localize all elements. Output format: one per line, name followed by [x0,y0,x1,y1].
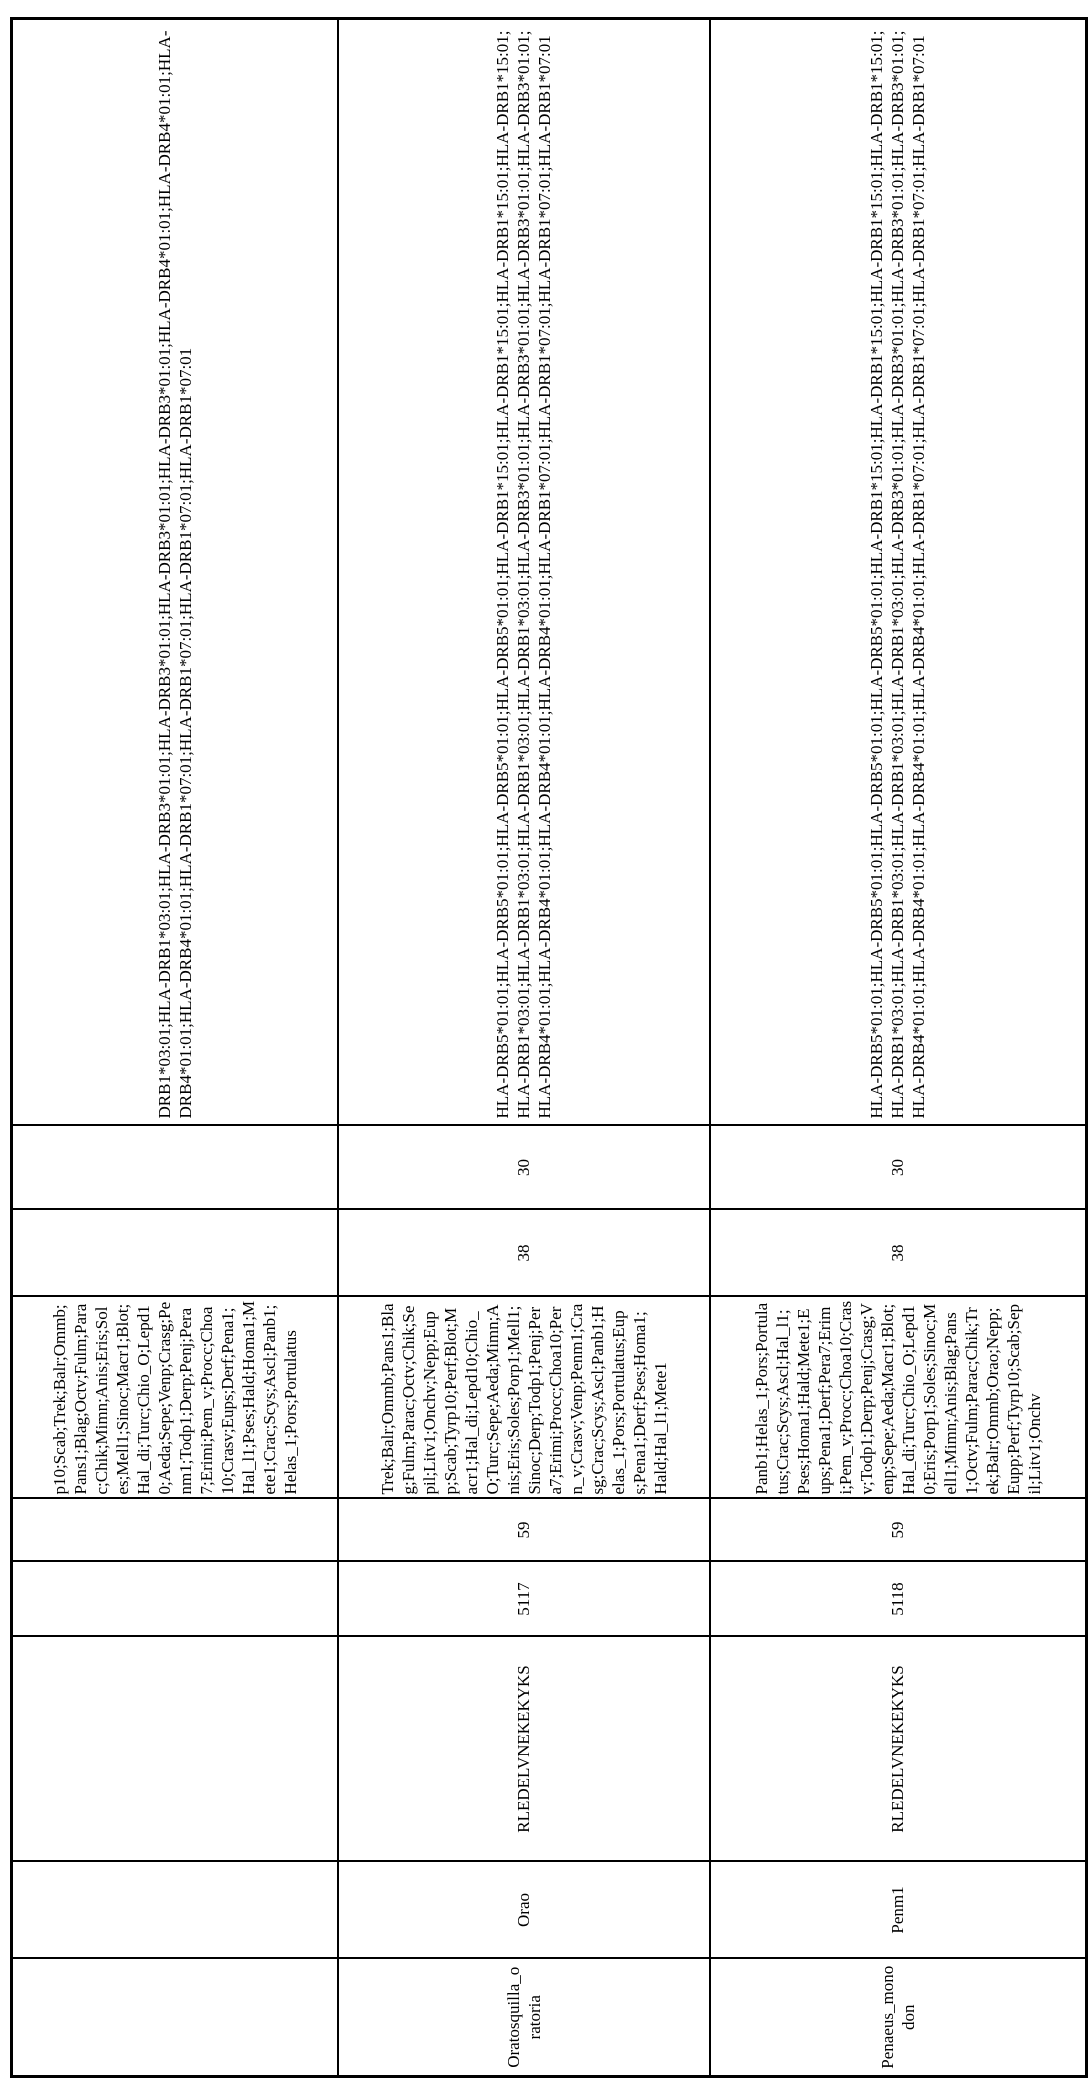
peptide-cell: RLEDELVNEKEKYKS [710,1637,1087,1862]
count-a-cell: 38 [338,1210,710,1297]
count-a-cell: 38 [710,1210,1087,1297]
epitope-table [10,17,1088,2078]
count-b-cell: 30 [710,1126,1087,1210]
abbrev-cell [12,1862,338,1959]
table-row [338,19,710,2077]
peptide-cell [12,1637,338,1862]
abbrev-cell: Orao [338,1862,710,1959]
abbrev-cell: Penm1 [710,1862,1087,1959]
species-list-cell: Panb1;Helas_1;Pors;Portulatus;Crac;Scys;Ascl;Hal_l1;Pses;Homa1;Hald;Mete1;Eups;Pena1;Derf;Pera7;Erimi;Pem_v;Procc;Choa10;Crasv;Todp1;Derp;Penj;Crasg;Venp;Sepe;Aeda;Macr1;Blot;Hal_di;Turc;Chio_O;Lepd10;Eris;Porp1;Soles;Sinoc;Mell1;Mimn;Anis;Blag;Pans1;Octv;Fulm;Parac;Chik;Trek;Balr;Ommb;Orao;Nepp;Eupp;Perf;Tyrp10;Scab;Sepil;Litv1;Onchv [710,1297,1087,1499]
rotated-page [10,20,1085,2078]
table-row [12,19,338,2077]
length-cell [12,1499,338,1562]
id-cell: 5117 [338,1562,710,1637]
id-cell: 5118 [710,1562,1087,1637]
length-cell: 59 [338,1499,710,1562]
species-cell: Penaeus_monodon [710,1959,1087,2077]
count-a-cell [12,1210,338,1297]
table-row [710,19,1087,2077]
peptide-cell: RLEDELVNEKEKYKS [338,1637,710,1862]
count-b-cell [12,1126,338,1210]
hla-cell: DRB1*03:01;HLA-DRB1*03:01;HLA-DRB3*01:01;HLA-DRB3*01:01;HLA-DRB3*01:01;HLA-DRB3*01:01;HLA-DRB4*01:01;HLA-DRB4*01:01;HLA-DRB4*01:01;HLA-DRB4*01:01;HLA-DRB1*07:01;HLA-DRB1*07:01;HLA-DRB1*07:01;HLA-DRB1*07:01 [12,19,338,1126]
species-cell: Oratosquilla_oratoria [338,1959,710,2077]
count-b-cell: 30 [338,1126,710,1210]
id-cell [12,1562,338,1637]
species-list-cell: Trek;Balr;Ommb;Pans1;Blag;Fulm;Parac;Octv;Chik;Sepil;Litv1;Onchv;Nepp;Eupp;Scab;Tyrp10;Perf;Blot;Macr1;Hal_di;Lepd10;Chio_O;Turc;Sepe;Aeda;Mimn;Anis;Eris;Soles;Porp1;Mell1;Sinoc;Derp;Todp1;Penj;Pera7;Erimi;Procc;Choa10;Pern_v;Crasv;Venp;Penm1;Crasg;Crac;Scys;Ascl;Panb1;Helas_1;Pors;Portulatus;Eups;Pena1;Derf;Pses;Homa1;Hald;Hal_l1;Mete1 [338,1297,710,1499]
species-list-cell: p10;Scab;Trek;Balr;Ommb;Pans1;Blag;Octv;Fulm;Parac;Chik;Mimn;Anis;Eris;Soles;Mell1;Sinoc;Macr1;Blot;Hal_di;Turc;Chio_O;Lepd10;Aeda;Sepe;Venp;Crasg;Penm1;Todp1;Derp;Penj;Pera7;Erimi;Pem_v;Procc;Choa10;Crasv;Eups;Derf;Pena1;Hal_l1;Pses;Hald;Homa1;Mete1;Crac;Scys;Ascl;Panb1;Helas_1;Pors;Portulatus [12,1297,338,1499]
hla-cell: HLA-DRB5*01:01;HLA-DRB5*01:01;HLA-DRB5*01:01;HLA-DRB5*01:01;HLA-DRB1*15:01;HLA-DRB1*15:01;HLA-DRB1*15:01;HLA-DRB1*15:01;HLA-DRB1*03:01;HLA-DRB1*03:01;HLA-DRB1*03:01;HLA-DRB1*03:01;HLA-DRB3*01:01;HLA-DRB3*01:01;HLA-DRB3*01:01;HLA-DRB3*01:01;HLA-DRB4*01:01;HLA-DRB4*01:01;HLA-DRB4*01:01;HLA-DRB4*01:01;HLA-DRB1*07:01;HLA-DRB1*07:01;HLA-DRB1*07:01;HLA-DRB1*07:01 [710,19,1087,1126]
hla-cell: HLA-DRB5*01:01;HLA-DRB5*01:01;HLA-DRB5*01:01;HLA-DRB5*01:01;HLA-DRB1*15:01;HLA-DRB1*15:01;HLA-DRB1*15:01;HLA-DRB1*15:01;HLA-DRB1*03:01;HLA-DRB1*03:01;HLA-DRB1*03:01;HLA-DRB1*03:01;HLA-DRB3*01:01;HLA-DRB3*01:01;HLA-DRB3*01:01;HLA-DRB3*01:01;HLA-DRB4*01:01;HLA-DRB4*01:01;HLA-DRB4*01:01;HLA-DRB4*01:01;HLA-DRB1*07:01;HLA-DRB1*07:01;HLA-DRB1*07:01;HLA-DRB1*07:01 [338,19,710,1126]
length-cell: 59 [710,1499,1087,1562]
species-cell [12,1959,338,2077]
